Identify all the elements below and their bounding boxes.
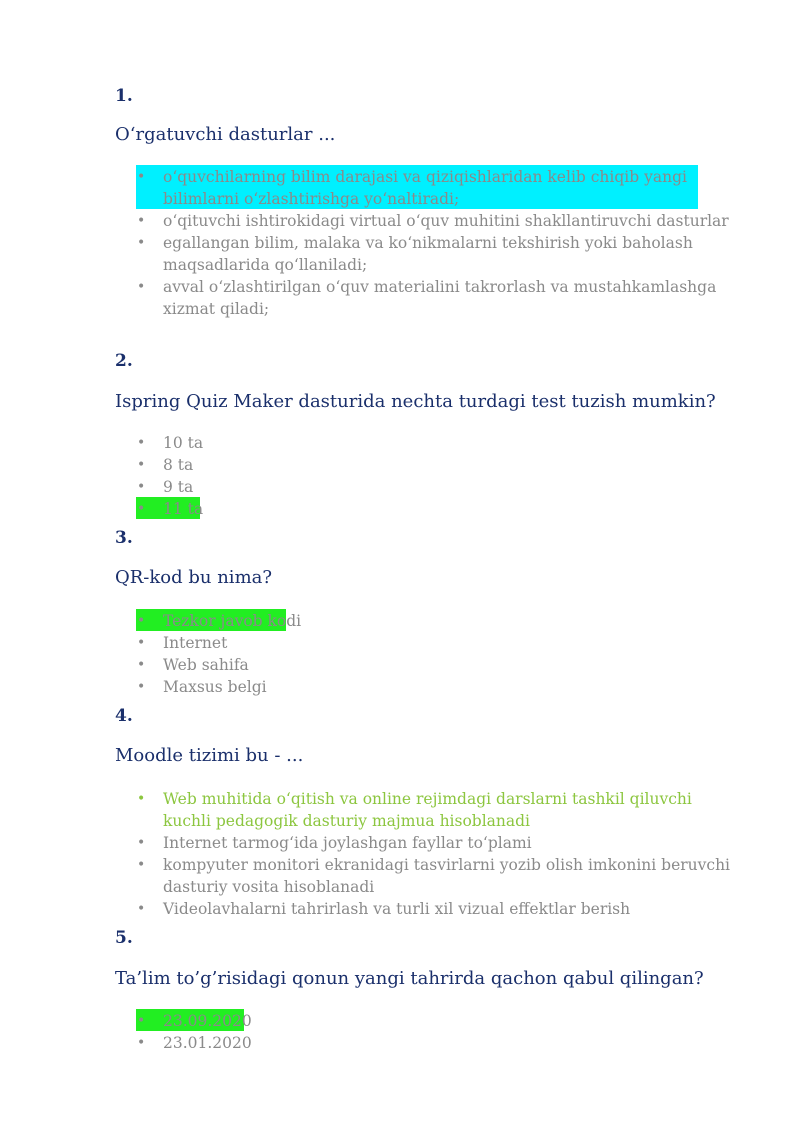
option-text: Tezkor javob kodi: [163, 612, 302, 630]
bullet-icon: •: [137, 169, 146, 185]
list-item: [0, 476, 743, 498]
bullet-icon: •: [137, 835, 146, 851]
list-item: [0, 210, 743, 232]
question-text: O‘rgatuvchi dasturlar ...: [115, 124, 336, 145]
list-item: [0, 454, 743, 476]
option-list: [0, 1010, 800, 1054]
option-list: [0, 432, 800, 520]
list-item: [0, 1032, 743, 1054]
list-item: [0, 832, 743, 854]
question-number: 1.: [115, 86, 133, 106]
option-text: 10 ta: [163, 434, 204, 452]
option-text: avval o‘zlashtirilgan o‘quv materialini takrorlash va mustahkamlashga xizmat qiladi;: [163, 278, 717, 318]
bullet-icon: •: [137, 791, 146, 807]
bullet-icon: •: [137, 435, 146, 451]
question-number: 3.: [115, 528, 133, 548]
list-item: [0, 654, 743, 676]
list-item: [0, 498, 743, 520]
option-text: o‘qituvchi ishtirokidagi virtual o‘quv muhitini shakllantiruvchi dasturlar: [163, 212, 729, 230]
bullet-icon: •: [137, 479, 146, 495]
bullet-icon: •: [137, 501, 146, 517]
list-item: [0, 898, 743, 920]
option-text: o‘quvchilarning bilim darajasi va qiziqishlaridan kelib chiqib yangi bilimlarni o‘zlashtirishga yo‘naltiradi;: [163, 168, 687, 208]
option-text: 8 ta: [163, 456, 194, 474]
option-text: kompyuter monitori ekranidagi tasvirlarni yozib olish imkonini beruvchi dasturiy vosita hisoblanadi: [163, 856, 731, 896]
option-text: Maxsus belgi: [163, 678, 267, 696]
list-item: [0, 232, 743, 276]
bullet-icon: •: [137, 635, 146, 651]
option-list: [0, 166, 800, 320]
bullet-icon: •: [137, 657, 146, 673]
option-text: 23.01.2020: [163, 1034, 252, 1052]
bullet-icon: •: [137, 613, 146, 629]
list-item: [0, 1010, 743, 1032]
list-item: [0, 610, 743, 632]
list-item: [0, 788, 743, 832]
option-text: 9 ta: [163, 478, 194, 496]
bullet-icon: •: [137, 235, 146, 251]
question-number: 2.: [115, 351, 133, 371]
option-list: [0, 610, 800, 698]
option-text: 23.09.2020: [163, 1012, 252, 1030]
question-number: 4.: [115, 706, 133, 726]
option-text: Web muhitida o‘qitish va online rejimdagi darslarni tashkil qiluvchi kuchli pedagogik dasturiy majmua hisoblanadi: [163, 790, 692, 830]
list-item: [0, 676, 743, 698]
question-text: Ispring Quiz Maker dasturida nechta turdagi test tuzish mumkin?: [115, 391, 716, 412]
question-text: Ta’lim to’g’risidagi qonun yangi tahrirda qachon qabul qilingan?: [115, 968, 704, 989]
option-text: Internet: [163, 634, 228, 652]
bullet-icon: •: [137, 279, 146, 295]
option-text: Internet tarmog‘ida joylashgan fayllar to‘plami: [163, 834, 532, 852]
list-item: [0, 854, 743, 898]
question-text: QR-kod bu nima?: [115, 567, 273, 588]
option-text: egallangan bilim, malaka va ko‘nikmalarni tekshirish yoki baholash maqsadlarida qo‘llaniladi;: [163, 234, 693, 274]
question-number: 5.: [115, 928, 133, 948]
bullet-icon: •: [137, 213, 146, 229]
bullet-icon: •: [137, 901, 146, 917]
list-item: [0, 432, 743, 454]
list-item: [0, 632, 743, 654]
bullet-icon: •: [137, 857, 146, 873]
bullet-icon: •: [137, 1035, 146, 1051]
option-text: 11 ta: [163, 500, 204, 518]
list-item: [0, 166, 743, 210]
option-text: Web sahifa: [163, 656, 249, 674]
bullet-icon: •: [137, 679, 146, 695]
question-text: Moodle tizimi bu - ...: [115, 745, 304, 766]
option-list: [0, 788, 800, 920]
list-item: [0, 276, 743, 320]
bullet-icon: •: [137, 457, 146, 473]
option-text: Videolavhalarni tahrirlash va turli xil vizual effektlar berish: [163, 900, 631, 918]
bullet-icon: •: [137, 1013, 146, 1029]
